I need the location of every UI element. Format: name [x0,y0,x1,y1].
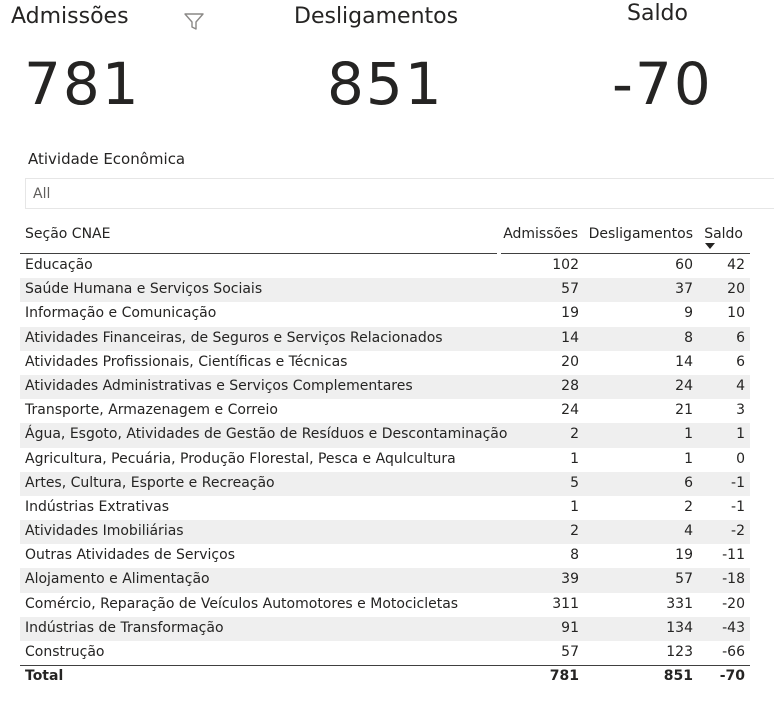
cell-secao: Agricultura, Pecuária, Produção Florestal, Pesca e Aqulcultura [25,450,456,467]
kpi-desligamentos-title: Desligamentos [294,4,459,29]
table-row[interactable] [20,254,750,278]
cell-admissoes: 20 [561,353,579,370]
cell-desligamentos: 331 [666,595,693,612]
cell-saldo: -20 [722,595,745,612]
cell-desligamentos: 21 [675,402,693,419]
cell-saldo: -2 [731,523,745,540]
cell-secao: Água, Esgoto, Atividades de Gestão de Resíduos e Descontaminação [25,426,508,443]
cell-secao: Construção [25,644,105,660]
cell-saldo: 6 [736,329,745,346]
cell-admissoes: 14 [561,329,579,346]
cell-admissoes: 2 [570,426,579,443]
cell-saldo: 6 [736,353,745,370]
cell-secao: Outras Atividades de Serviços [25,547,235,564]
cell-saldo: 0 [736,450,745,467]
cell-admissoes: 8 [570,547,579,564]
cell-saldo: 4 [736,377,745,394]
header-admissoes[interactable]: Admissões [503,226,578,242]
table-row[interactable] [20,327,750,351]
cell-saldo: -43 [722,619,745,636]
cell-admissoes: 102 [552,257,579,273]
table-row[interactable] [20,399,750,423]
cell-desligamentos: 134 [666,619,693,636]
table-row[interactable] [20,496,750,520]
cell-admissoes: 2 [570,523,579,540]
total-saldo: -70 [719,668,745,685]
cell-secao: Atividades Imobiliárias [25,523,184,540]
table-row[interactable] [20,520,750,544]
cell-desligamentos: 57 [675,571,693,588]
table-row[interactable] [20,448,750,472]
cell-secao: Saúde Humana e Serviços Sociais [25,281,263,298]
cell-desligamentos: 6 [684,474,693,491]
cell-secao: Atividades Financeiras, de Seguros e Serviços Relacionados [25,329,443,346]
cell-admissoes: 28 [561,377,579,394]
cell-admissoes: 91 [561,619,579,636]
cell-desligamentos: 1 [684,426,693,443]
cell-admissoes: 57 [561,644,579,660]
cell-secao: Atividades Administrativas e Serviços Complementares [25,377,413,394]
table-total-row [20,665,750,690]
cell-desligamentos: 9 [684,305,693,322]
cnae-table [20,222,750,690]
cell-desligamentos: 24 [675,377,693,394]
cell-saldo: 20 [727,281,745,298]
cell-desligamentos: 1 [684,450,693,467]
cell-desligamentos: 14 [675,353,693,370]
cell-saldo: -1 [731,498,745,515]
table-row[interactable] [20,375,750,399]
table-row[interactable] [20,302,750,326]
cell-desligamentos: 19 [675,547,693,564]
cell-secao: Indústrias Extrativas [25,498,170,515]
cell-secao: Transporte, Armazenagem e Correio [25,402,278,419]
table-row[interactable] [20,593,750,617]
cell-secao: Informação e Comunicação [25,305,217,322]
cell-saldo: 1 [736,426,745,443]
cell-saldo: 10 [727,305,745,322]
table-row[interactable] [20,617,750,641]
cell-admissoes: 24 [561,402,579,419]
cell-secao: Atividades Profissionais, Científicas e Técnicas [25,353,348,370]
total-admissoes: 781 [549,668,579,685]
cell-admissoes: 19 [561,305,579,322]
cell-saldo: -1 [731,474,745,491]
total-desligamentos: 851 [663,668,693,685]
cell-admissoes: 5 [570,474,579,491]
kpi-saldo-title: Saldo [627,1,688,26]
cell-admissoes: 1 [570,498,579,515]
table-row[interactable] [20,544,750,568]
table-row[interactable] [20,568,750,592]
cell-secao: Educação [25,257,93,273]
cell-admissoes: 1 [570,450,579,467]
table-body [20,254,750,665]
table-row[interactable] [20,472,750,496]
cell-admissoes: 57 [561,281,579,298]
table-row[interactable] [20,278,750,302]
sort-descending-icon [705,243,715,249]
cell-saldo: 42 [727,257,745,273]
cell-saldo: -11 [722,547,745,564]
total-label: Total [25,668,64,685]
header-saldo[interactable]: Saldo [704,226,743,242]
filter-icon[interactable] [183,10,205,32]
cell-secao: Artes, Cultura, Esporte e Recreação [25,474,275,491]
table-row[interactable] [20,641,750,665]
header-desligamentos[interactable]: Desligamentos [588,226,693,242]
table-row[interactable] [20,423,750,447]
cell-admissoes: 39 [561,571,579,588]
kpi-admissoes-title: Admissões [11,4,129,29]
cell-desligamentos: 60 [675,257,693,273]
cell-saldo: -18 [722,571,745,588]
header-secao[interactable]: Seção CNAE [25,226,111,242]
kpi-saldo-value: -70 [612,50,713,118]
table-header [20,222,750,254]
kpi-desligamentos-value: 851 [327,50,444,118]
cell-desligamentos: 2 [684,498,693,515]
cell-saldo: 3 [736,402,745,419]
cell-desligamentos: 123 [666,644,693,660]
cell-admissoes: 311 [552,595,579,612]
kpi-admissoes-value: 781 [24,50,141,118]
cell-desligamentos: 37 [675,281,693,298]
cell-secao: Alojamento e Alimentação [25,571,210,588]
slicer-value: All [33,186,51,202]
slicer-label: Atividade Econômica [28,150,186,168]
cell-desligamentos: 8 [684,329,693,346]
cell-secao: Indústrias de Transformação [25,619,224,636]
atividade-economica-slicer[interactable] [25,178,774,209]
cell-desligamentos: 4 [684,523,693,540]
table-row[interactable] [20,351,750,375]
cell-secao: Comércio, Reparação de Veículos Automotores e Motocicletas [25,595,459,612]
cell-saldo: -66 [722,644,745,660]
